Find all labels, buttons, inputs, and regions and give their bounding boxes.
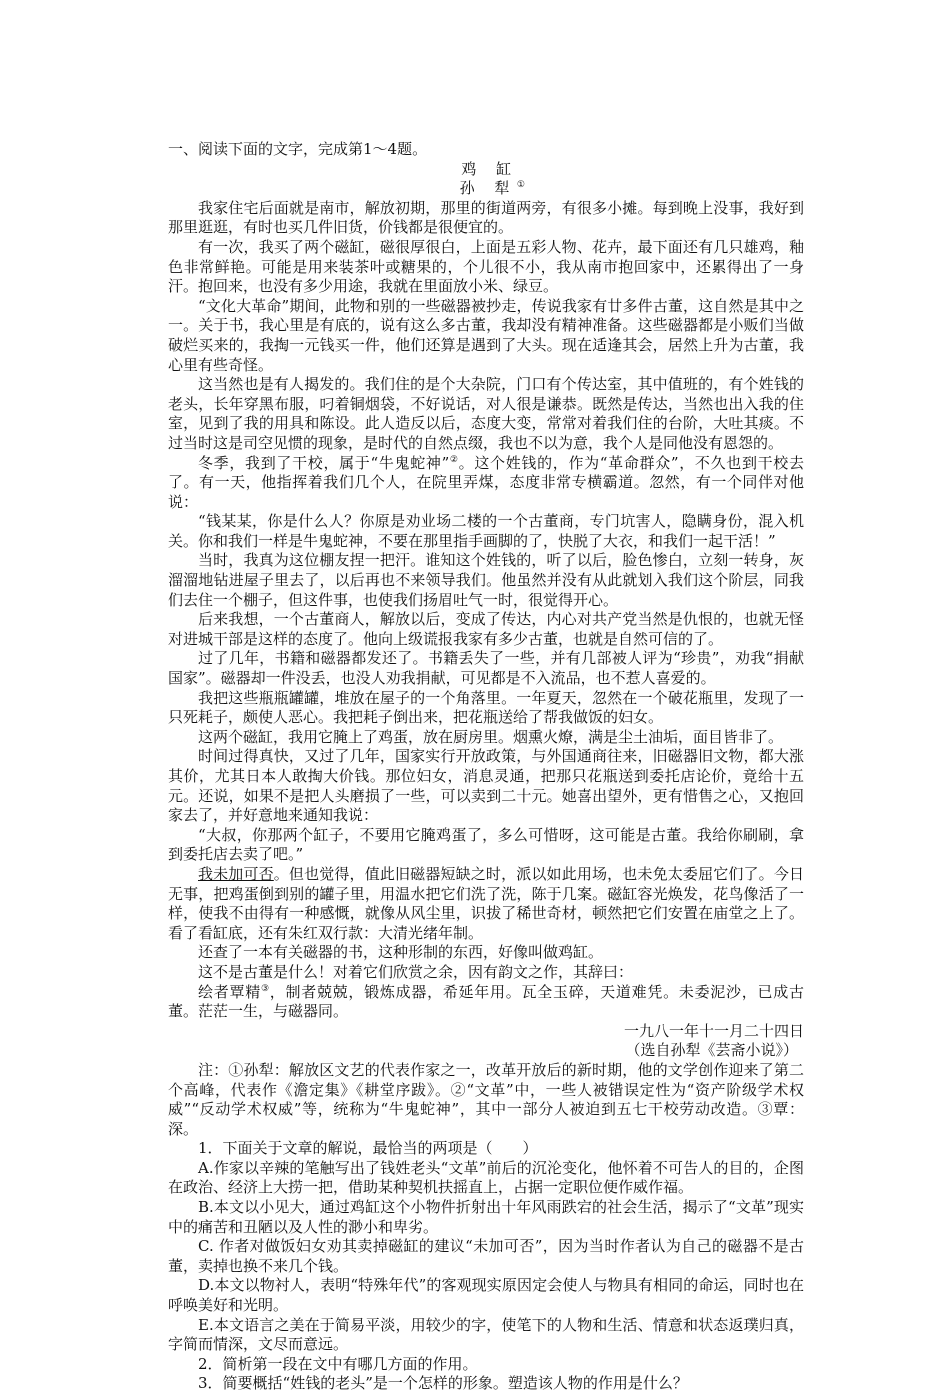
paragraph-9: 过了几年，书籍和磁器都发还了。书籍丢失了一些，并有几部被人评为“珍贵”，劝我“捐献国家”。磁器却一件没丢，也没人劝我捐献，可见都是不入流品，也不惹人喜爱的。: [168, 649, 804, 688]
paragraph-16: 这不是古董是什么！对着它们欣赏之余，因有韵文之作，其辞曰：: [198, 962, 634, 981]
paragraph-5-start: 冬季，我到了干校，属于“牛鬼蛇神”: [198, 453, 450, 472]
footnotes: 注：①孙犁：解放区文艺的代表作家之一，改革开放后的新时期，他的文学创作迎来了第二个高峰，代表作《澹定集》《耕堂序跋》。②“文革”中，一些人被错误定性为“资产阶级学术权威”“反动学术权威”等，统称为“牛鬼蛇神”，其中一部分人被迫到五七干校劳动改造。③覃：深。: [168, 1060, 804, 1138]
question-1-option-b: B.本文以小见大，通过鸡缸这个小物件折射出十年风雨跌宕的社会生活，揭示了“文革”现实中的痛苦和丑陋以及人性的渺小和卑劣。: [168, 1198, 804, 1236]
paragraph-8: 后来我想，一个古董商人，解放以后，变成了传达，内心对共产党当然是仇恨的，也就无怪对进城干部是这样的态度了。他向上级谎报我家有多少古董，也就是自然可信的了。: [168, 610, 804, 648]
paragraph-3: “文化大革命”期间，此物和别的一些磁器被抄走，传说我家有廿多件古董，这自然是其中之一。关于书，我心里是有底的，说有这么多古董，我却没有精神准备。这些磁器都是小贩们当做破烂买来的，我掏一元钱买一件，他们还算是遇到了大头。现在适逢其会，居然上升为古董，我心里有些奇怪。: [168, 296, 804, 374]
footnote-mark-2: ②: [449, 454, 459, 465]
verse-end: ，制者兢兢，锻炼成器，希延年用。瓦全玉碎，天道难凭。未委泥沙，已成古董。茫茫一生，与磁器同。: [168, 982, 804, 1021]
question-1-option-e: E.本文语言之美在于简易平淡，用较少的字，使笔下的人物和生活、情意和状态返璞归真，字简而情深，文尽而意远。: [168, 1315, 804, 1354]
paragraph-4: 这当然也是有人揭发的。我们住的是个大杂院，门口有个传达室，其中值班的，有个姓钱的老头，长年穿黑布服，叼着铜烟袋，不好说话，对人很是谦恭。既然是传达，当然也出入我的住室，见到了我的用具和陈设。此人造反以后，态度大变，常常对着我们住的台阶，大吐其痰。不过当时这是司空见惯的现象，是时代的自然点缀，我也不以为意，我个人是同他没有恩怨的。: [168, 375, 804, 452]
paragraph-1: 我家住宅后面就是南市，解放初期，那里的街道两旁，有很多小摊。每到晚上没事，我好到那里逛逛，有时也买几件旧货，价钱都是很便宜的。: [168, 198, 804, 237]
paragraph-5-end: 。这个姓钱的，作为“革命群众”，不久也到干校去了。有一天，他指挥着我们几个人，在院里弄煤，态度非常专横霸道。忽然，有一个同伴对他说：: [168, 453, 804, 511]
article-source: （选自孙犁《芸斋小说》）: [625, 1041, 798, 1060]
article-title: 鸡 缸: [461, 159, 519, 178]
paragraph-13: “大叔，你那两个缸子，不要用它腌鸡蛋了，多么可惜呀，这可能是古董。我给你刷刷，拿到委托店去卖了吧。”: [168, 825, 804, 864]
paragraph-6: “钱某某，你是什么人？你原是劝业场二楼的一个古董商，专门坑害人，隐瞒身份，混入机关。你和我们一样是牛鬼蛇神，不要在那里指手画脚的了，快脱了大衣，和我们一起干活！”: [168, 512, 804, 550]
paragraph-5: [168, 454, 804, 513]
verse-start: 绘者覃精: [198, 982, 261, 1001]
article-author: [188, 179, 804, 199]
author-name: 孙 犁: [459, 179, 517, 198]
question-1: 1．下面关于文章的解说，最恰当的两项是（ ）: [198, 1139, 538, 1158]
footnote-mark-1: ①: [516, 180, 533, 191]
paragraph-2: 有一次，我买了两个磁缸，磁很厚很白，上面是五彩人物、花卉，最下面还有几只雄鸡，釉色非常鲜艳。可能是用来装茶叶或糖果的，个儿很不小，我从南市抱回家中，还累得出了一身汗。抱回来，也没有多少用途，我就在里面放小米、绿豆。: [168, 237, 804, 296]
paragraph-7: 当时，我真为这位棚友捏一把汗。谁知这个姓钱的，听了以后，脸色惨白，立刻一转身，灰溜溜地钻进屋子里去了，以后再也不来领导我们。他虽然并没有从此就划入我们这个阶层，同我们去住一个棚子，但这件事，也使我们扬眉吐气一时，很觉得开心。: [168, 551, 804, 609]
paragraph-15: 还查了一本有关磁器的书，这种形制的东西，好像叫做鸡缸。: [198, 943, 604, 962]
question-1-option-c: C. 作者对做饭妇女劝其卖掉磁缸的建议“未加可否”，因为当时作者认为自己的磁器不是古董，卖掉也换不来几个钱。: [168, 1237, 804, 1275]
paragraph-10: 我把这些瓶瓶罐罐，堆放在屋子的一个角落里。一年夏天，忽然在一个破花瓶里，发现了一只死耗子，颇使人恶心。我把耗子倒出来，把花瓶送给了帮我做饭的妇女。: [168, 688, 804, 727]
question-3: 3．简要概括“姓钱的老头”是一个怎样的形象。塑造该人物的作用是什么？: [198, 1374, 688, 1393]
question-1-option-d: D.本文以物衬人，表明“特殊年代”的客观现实原因定会使人与物具有相同的命运，同时也在呼唤美好和光明。: [168, 1276, 804, 1315]
paragraph-14-rest: 。但也觉得，值此旧磁器短缺之时，派以如此用场，也未免太委屈它们了。今日无事，把鸡蛋倒到别的罐子里，用温水把它们洗了洗，陈于几案。磁缸容光焕发，花鸟像活了一样，使我不由得有一种感慨，就像从风尘里，识拔了稀世奇材，顿然把它们安置在庙堂之上了。看了看缸底，还有朱红双行款：大清光绪年制。: [168, 864, 804, 942]
footnote-mark-3: ③: [260, 983, 270, 994]
question-2: 2．简析第一段在文中有哪几方面的作用。: [198, 1354, 478, 1373]
question-1-option-a: A.作家以辛辣的笔触写出了钱姓老头“文革”前后的沉沦变化，他怀着不可告人的目的，企图在政治、经济上大捞一把，借助某种契机扶摇直上，占据一定职位便作威作福。: [168, 1158, 804, 1197]
document-page: [168, 140, 804, 1394]
paragraph-12: 时间过得真快，又过了几年，国家实行开放政策，与外国通商往来，旧磁器旧文物，都大涨其价，尤其日本人敢掏大价钱。那位妇女，消息灵通，把那只花瓶送到委托店论价，竟给十五元。还说，如果不是把人头磨损了一些，可以卖到二十元。她喜出望外，更有惜售之心，又抱回家去了，并好意地来通知我说：: [168, 747, 804, 825]
article-date: 一九八一年十一月二十四日: [623, 1021, 804, 1040]
paragraph-17-verse: [168, 983, 804, 1022]
section-instruction: 一、阅读下面的文字，完成第1～4题。: [168, 140, 428, 158]
paragraph-11: 这两个磁缸，我用它腌上了鸡蛋，放在厨房里。烟熏火燎，满是尘土油垢，面目皆非了。: [198, 727, 784, 746]
underlined-phrase: 我未加可否: [198, 864, 274, 883]
paragraph-14: [168, 865, 804, 943]
